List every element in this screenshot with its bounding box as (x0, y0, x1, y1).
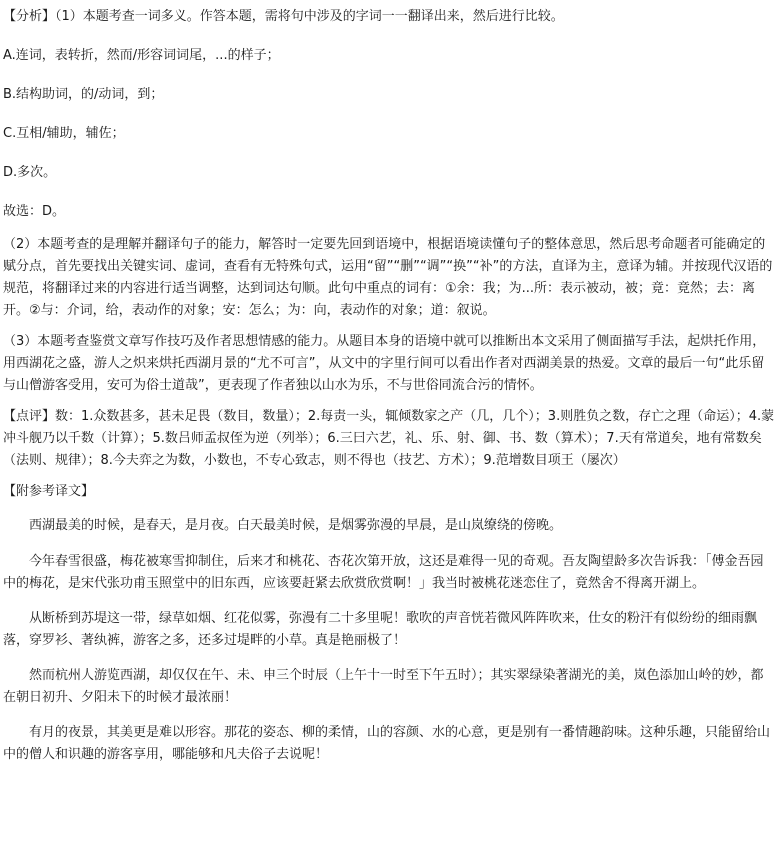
question-2-analysis: （2）本题考查的是理解并翻译句子的能力，解答时一定要先回到语境中，根据语境读懂句子的整体意思，然后思考命题者可能确定的赋分点，首先要找出关键实词、虚词，查看有无特殊句式，运用“留”“删”“调”“换”“补”的方法，直译为主，意译为辅。并按现代汉语的规范，将翻译过来的内容进行适当调整，达到词达句顺。此句中重点的词有：①余：我；为...所：表示被动，被；竟：竟然；去：离开。②与：介词，给，表动作的对象；安：怎么；为：向，表动作的对象；道：叙说。 (3, 237, 773, 318)
question-3-analysis: （3）本题考查鉴赏文章写作技巧及作者思想情感的能力。从题目本身的语境中就可以推断出本文采用了侧面描写手法，起烘托作用，用西湖花之盛，游人之炽来烘托西湖月景的“尤不可言”，从文中的字里行间可以看出作者对西湖美景的热爱。文章的最后一句“此乐留与山僧游客受用，安可为俗士道哉”，更表现了作者独以山水为乐，不与世俗同流合污的情怀。 (3, 334, 766, 393)
translation-paragraph-2: 今年春雪很盛，梅花被寒雪抑制住，后来才和桃花、杏花次第开放，这还是难得一见的奇观。吾友陶望龄多次告诉我：「傅金吾园中的梅花，是宋代张功甫玉照堂中的旧东西，应该要赶紧去欣赏欣赏啊！」我当时被桃花迷恋住了，竟然舍不得离开湖上。 (3, 554, 764, 591)
translation-paragraph-5: 有月的夜景，其美更是难以形容。那花的姿态、柳的柔情，山的容颜、水的心意，更是别有一番情趣韵味。这种乐趣，只能留给山中的僧人和识趣的游客享用，哪能够和凡夫俗子去说呢！ (3, 725, 771, 762)
answer-choice: 故选：D。 (3, 204, 66, 219)
translation-paragraph-4: 然而杭州人游览西湖，却仅仅在午、未、申三个时辰（上午十一时至下午五时）；其实翠绿染著湖光的美，岚色添加山岭的妙，都在朝日初升、夕阳未下的时候才最浓丽！ (3, 668, 764, 705)
analysis-intro: 【分析】（1）本题考查一词多义。作答本题，需将句中涉及的字词一一翻译出来，然后进行比较。 (3, 9, 564, 24)
option-c-explanation: C.互相/辅助，辅佐； (3, 126, 125, 141)
comment-section: 【点评】数：1.众数甚多，甚未足畏（数目，数量）；2.每责一头，辄倾数家之产（几，几个）；3.则胜负之数，存亡之理（命运）；4.蒙冲斗舰乃以千数（计算）；5.数吕师孟叔侄为逆（列举）；6.三曰六艺，礼、乐、射、御、书、数（算术）；7.天有常道矣，地有常数矣（法则、规律）；8.今夫弈之为数，小数也，不专心致志，则不得也（技艺、方术）；9.范增数目项王（屡次） (3, 409, 775, 468)
translation-heading: 【附参考译文】 (3, 484, 95, 499)
option-d-explanation: D.多次。 (3, 165, 57, 180)
option-b-explanation: B.结构助词，的/动词，到； (3, 87, 164, 102)
translation-paragraph-1: 西湖最美的时候，是春天，是月夜。白天最美时候，是烟雾弥漫的早晨，是山岚缭绕的傍晚。 (29, 518, 563, 533)
translation-paragraph-3: 从断桥到苏堤这一带，绿草如烟、红花似雾，弥漫有二十多里呢！歌吹的声音恍若微风阵阵吹来，仕女的粉汗有似纷纷的细雨飘落，穿罗衫、著纨裤，游客之多，还多过堤畔的小草。真是艳丽极了！ (3, 611, 758, 648)
option-a-explanation: A.连词，表转折，然而/形容词词尾，...的样子； (3, 48, 280, 63)
